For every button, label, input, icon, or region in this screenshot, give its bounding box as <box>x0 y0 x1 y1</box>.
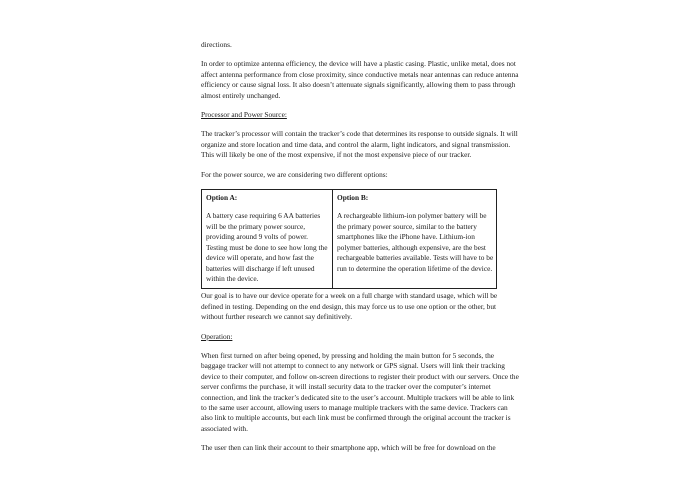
paragraph-smartphone: The user then can link their account to their smartphone app, which will be free for download on the <box>201 443 496 453</box>
option-b-cell <box>333 190 497 289</box>
paragraph-operation: When first turned on after being opened, by pressing and holding the main button for 5 seconds, the baggage tracker will not attempt to connect to any network or GPS signal. Users will link their tracking device to their computer, and follow on-screen directions to register their product with our servers. Once the server confirms the purchase, it will install security data to the tracker over the computer’s internet connection, and link the tracker’s dedicated site to the user’s account. Multiple trackers will be able to link to the same user account, allowing users to manage multiple trackers with the same device. Trackers can also link to multiple accounts, but each link must be confirmed through the original account the tracker is associated with. <box>201 350 519 433</box>
paragraph-directions: directions. <box>201 40 232 49</box>
paragraph-processor: The tracker’s processor will contain the tracker’s code that determines its response to outside signals. It will organize and store location and time data, and control the alarm, light indicators, and signal transmission. This will likely be one of the most expensive, if not the most expensive piece of our tracker. <box>201 129 518 160</box>
option-a-cell <box>202 190 333 289</box>
paragraph-power-intro: For the power source, we are considering two different options: <box>201 169 388 179</box>
document-page <box>201 40 519 463</box>
table-row <box>202 190 497 289</box>
option-a-title: Option A: <box>206 193 238 203</box>
paragraph-goal: Our goal is to have our device operate for a week on a full charge with standard usage, which will be defined in testing. Depending on the end design, this may force us to use one option or the other, but without further research we cannot say definitively. <box>201 291 498 322</box>
option-b-body: A rechargeable lithium-ion polymer battery will be the primary power source, similar to the battery smartphones like the iPhone have. Lithium-ion polymer batteries, although expensive, are the best rechargeable batteries available. Tests will have to be run to determine the operation lifetime of the device. <box>337 211 494 273</box>
heading-operation: Operation: <box>201 331 233 341</box>
option-a-body: A battery case requiring 6 AA batteries will be the primary power source, providing around 9 volts of power. Testing must be done to see how long the device will operate, and how fast the batteries will discharge if left unused within the device. <box>206 211 328 283</box>
paragraph-antenna: In order to optimize antenna efficiency, the device will have a plastic casing. Plastic, unlike metal, does not affect antenna performance from close proximity, since conductive metals near antennas can reduce antenna efficiency or cause signal loss. It also doesn’t attenuate signals significantly, allowing them to pass through almost entirely unchanged. <box>201 59 519 100</box>
power-options-table <box>201 189 497 289</box>
option-b-title: Option B: <box>337 193 369 203</box>
heading-processor-power: Processor and Power Source: <box>201 110 287 120</box>
